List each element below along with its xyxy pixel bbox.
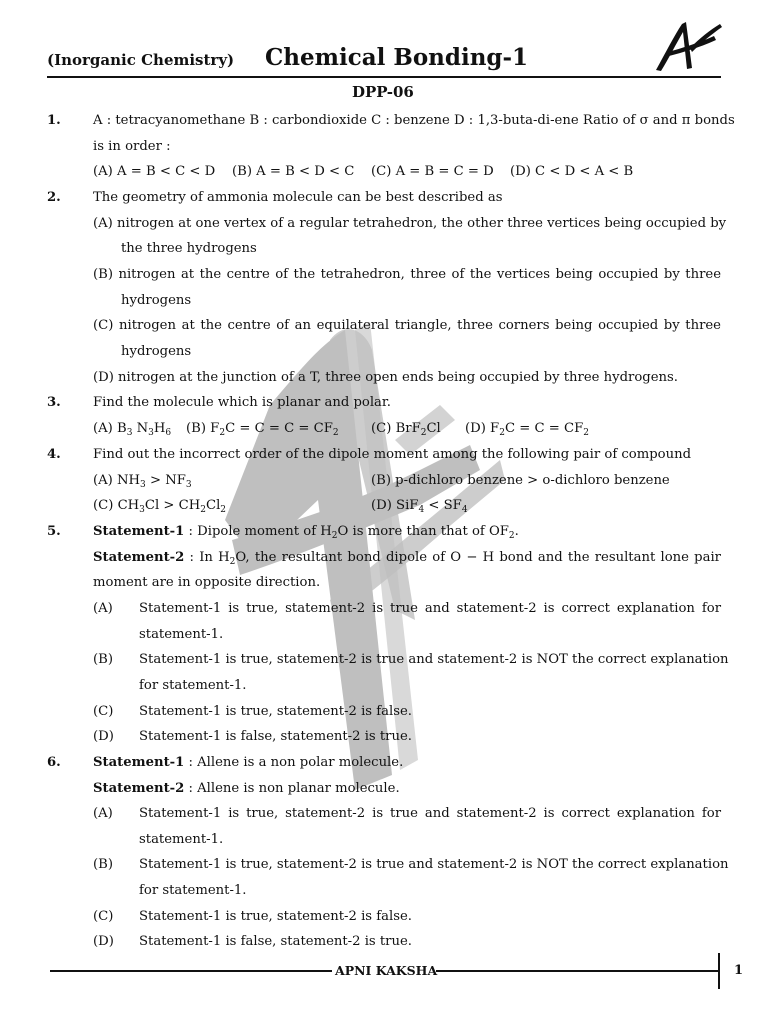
option-b-cont: for statement-1. xyxy=(139,883,247,898)
option-b: (B) nitrogen at the centre of the tetrahedron, three of the vertices being occupied by three xyxy=(93,267,721,282)
option-a: (A) $B_3$ $N_3H_6$ xyxy=(93,421,172,438)
option-d: (D) $F_2C = C = CF_2$ xyxy=(465,421,589,438)
option-d: (D) $SiF_4 < SF_4$ xyxy=(371,498,468,515)
apni-kaksha-logo-icon xyxy=(652,18,724,74)
option-c: Statement-1 is true, statement-2 is false. xyxy=(139,909,412,924)
question-text: The geometry of ammonia molecule can be best described as xyxy=(93,190,503,205)
option-c-cont: hydrogens xyxy=(121,344,192,359)
statement-2: Statement-2 : Allene is non planar molecule. xyxy=(93,781,400,796)
question-number: 1. xyxy=(47,113,61,128)
option-a: (A) A = B < C < D xyxy=(93,164,216,179)
option-a-cont: statement-1. xyxy=(139,832,224,847)
option-a-cont: the three hydrogens xyxy=(121,241,257,256)
question-number: 2. xyxy=(47,190,61,205)
option-d: (D) C < D < A < B xyxy=(510,164,634,179)
question-number: 3. xyxy=(47,395,61,410)
option-a-label: (A) xyxy=(93,806,113,821)
footer-rule-right xyxy=(436,970,719,972)
option-a: (A) nitrogen at one vertex of a regular tetrahedron, the other three vertices being occupied by xyxy=(93,216,727,231)
option-b-cont: for statement-1. xyxy=(139,678,247,693)
option-a: (A) $NH_3 > NF_3$ xyxy=(93,473,192,490)
option-c-label: (C) xyxy=(93,704,114,719)
option-b: (B) A = B < D < C xyxy=(232,164,355,179)
page-title: Chemical Bonding-1 xyxy=(265,44,529,71)
question-number: 4. xyxy=(47,447,61,462)
option-b: (B) $F_2C = C = C = CF_2$ xyxy=(186,421,339,438)
option-c: (C) $CH_3Cl > CH_2Cl_2$ xyxy=(93,498,227,515)
option-a: Statement-1 is true, statement-2 is true and statement-2 is correct explanation for xyxy=(139,806,721,821)
option-b: (B) p-dichloro benzene > o-dichloro benzene xyxy=(371,473,670,488)
option-b-label: (B) xyxy=(93,857,113,872)
question-text: Find out the incorrect order of the dipole moment among the following pair of compound xyxy=(93,447,692,462)
option-b: Statement-1 is true, statement-2 is true and statement-2 is NOT the correct explanation xyxy=(139,652,729,667)
footer-brand: APNI KAKSHA xyxy=(335,963,438,978)
option-d: Statement-1 is false, statement-2 is true. xyxy=(139,729,412,744)
subject-label: (Inorganic Chemistry) xyxy=(47,51,235,69)
statement-2: Statement-2 : In $H_2O$, the resultant bond dipole of O − H bond and the resultant lone pair xyxy=(93,550,721,567)
question-number: 6. xyxy=(47,755,61,770)
statement-1: Statement-1 : Allene is a non polar molecule. xyxy=(93,755,404,770)
page-number: 1 xyxy=(734,963,744,978)
option-a: Statement-1 is true, statement-2 is true and statement-2 is correct explanation for xyxy=(139,601,721,616)
footer-rule-left xyxy=(50,970,332,972)
option-c: (C) A = B = C = D xyxy=(371,164,494,179)
option-d-label: (D) xyxy=(93,934,114,949)
option-b-label: (B) xyxy=(93,652,113,667)
option-b: Statement-1 is true, statement-2 is true and statement-2 is NOT the correct explanation xyxy=(139,857,729,872)
option-c: (C) BrF$_2$Cl xyxy=(371,421,441,438)
option-c: (C) nitrogen at the centre of an equilateral triangle, three corners being occupied by three xyxy=(93,318,721,333)
question-text: is in order : xyxy=(93,139,171,154)
statement-1: Statement-1 : Dipole moment of $H_2O$ is more than that of $OF_2$. xyxy=(93,524,519,541)
question-text: Find the molecule which is planar and polar. xyxy=(93,395,391,410)
option-c: Statement-1 is true, statement-2 is false. xyxy=(139,704,412,719)
statement-2-cont: moment are in opposite direction. xyxy=(93,575,321,590)
option-d: Statement-1 is false, statement-2 is true. xyxy=(139,934,412,949)
option-a-cont: statement-1. xyxy=(139,627,224,642)
option-b-cont: hydrogens xyxy=(121,293,192,308)
question-text: A : tetracyanomethane B : carbondioxide C : benzene D : 1,3-buta-di-ene Ratio of σ and π bonds xyxy=(93,113,735,128)
question-number: 5. xyxy=(47,524,61,539)
footer-divider xyxy=(718,953,720,989)
header-rule xyxy=(47,76,721,78)
option-a-label: (A) xyxy=(93,601,113,616)
dpp-label: DPP-06 xyxy=(352,83,414,101)
option-d-label: (D) xyxy=(93,729,114,744)
option-d: (D) nitrogen at the junction of a T, three open ends being occupied by three hydrogens. xyxy=(93,370,678,385)
option-c-label: (C) xyxy=(93,909,114,924)
